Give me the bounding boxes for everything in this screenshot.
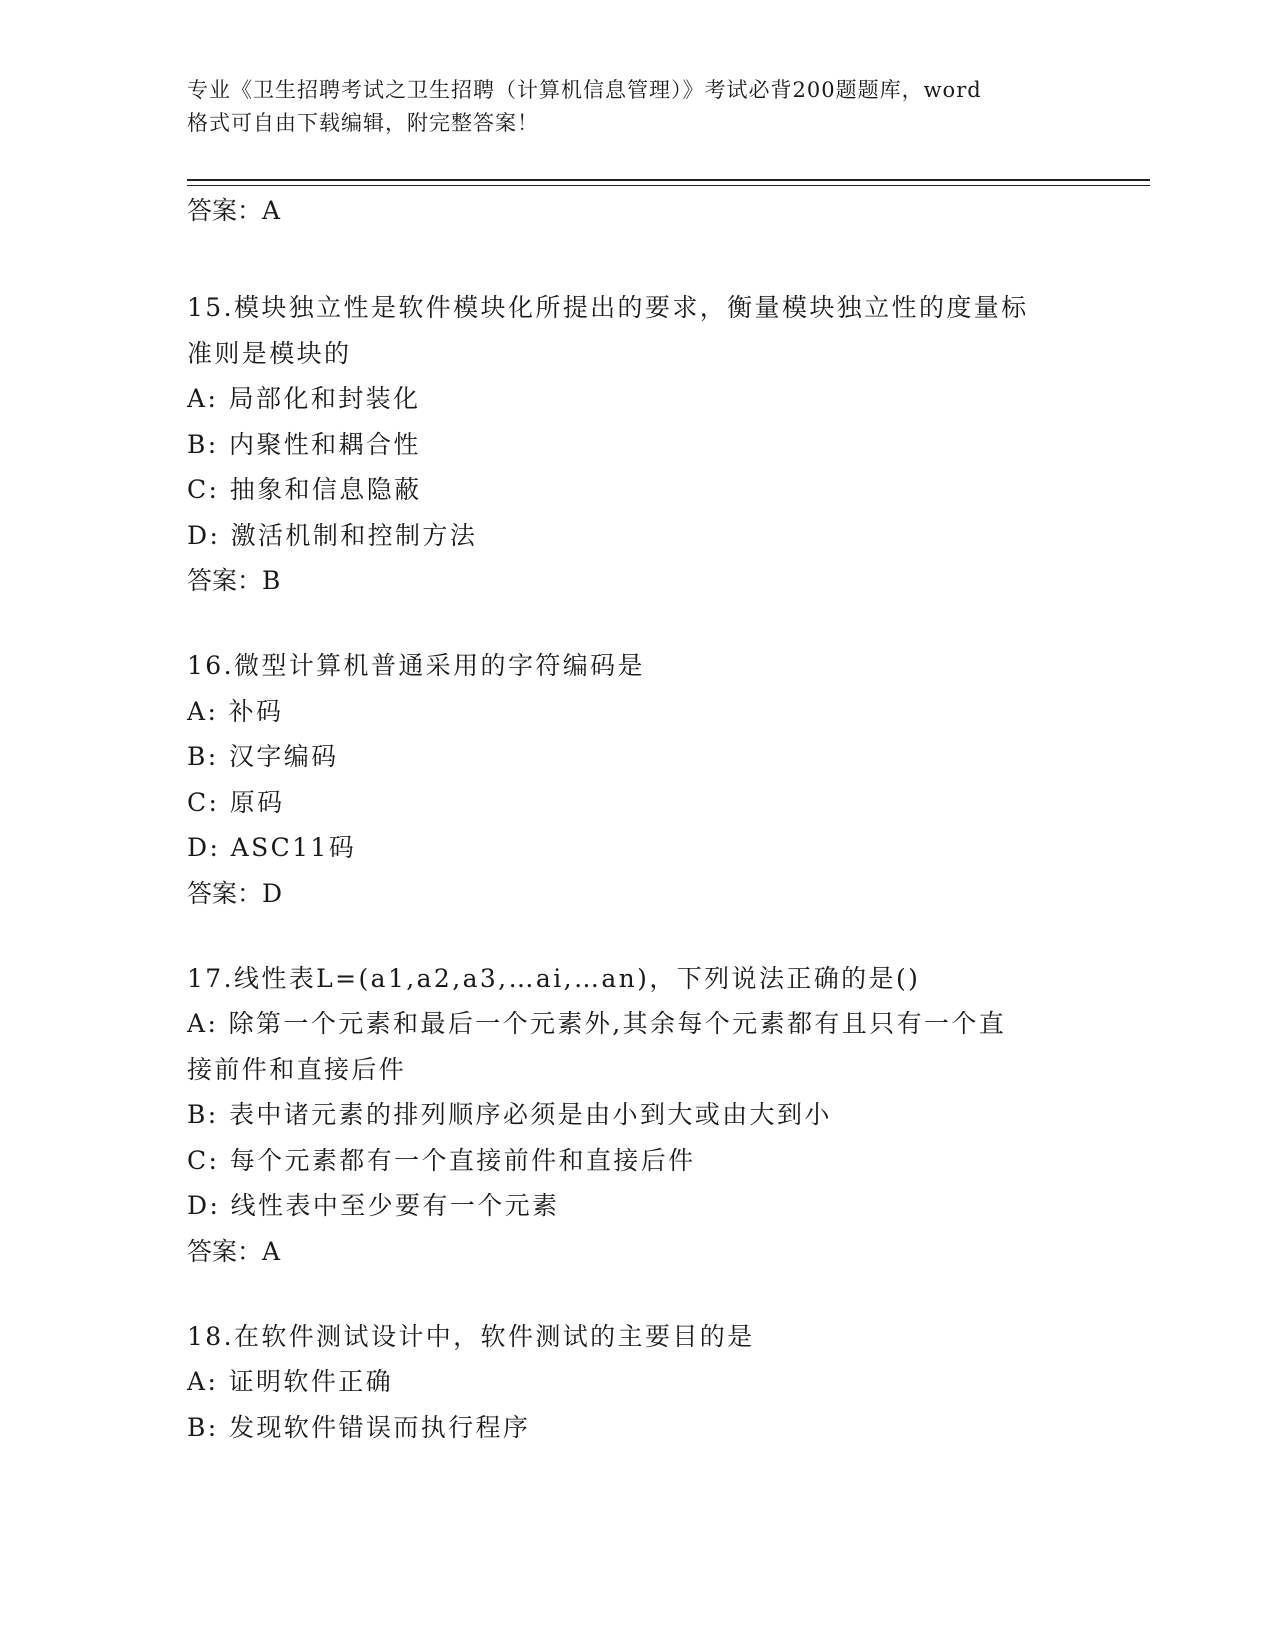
option-a: A: 证明软件正确 [187,1367,394,1396]
option-b: B: 发现软件错误而执行程序 [187,1412,531,1442]
option-b: B: 汉字编码 [187,742,339,771]
header-divider-thick [187,179,1150,181]
question-15 [187,285,1087,603]
option-c: C: 每个元素都有一个直接前件和直接后件 [187,1145,696,1175]
question-16 [187,643,1087,916]
document-header [187,74,1087,140]
option-c: C: 抽象和信息隐蔽 [187,475,422,504]
question-stem: 17.线性表L=(a1,a2,a3,…ai,…an)，下列说法正确的是() [187,963,921,993]
option-d: D: 激活机制和控制方法 [187,520,478,550]
option-d: D: ASC11码 [187,833,357,862]
option-b: B: 表中诸元素的排列顺序必须是由小到大或由大到小 [187,1100,832,1129]
question-stem: 15.模块独立性是软件模块化所提出的要求，衡量模块独立性的度量标 [187,293,1029,322]
option-a-continued: 接前件和直接后件 [187,1054,407,1084]
option-a: A: 补码 [187,696,284,726]
option-a: A: 局部化和封装化 [187,384,421,413]
question-17 [187,956,1087,1274]
option-a: A: 除第一个元素和最后一个元素外,其余每个元素都有且只有一个直 [187,1009,1007,1038]
header-line-2: 格式可自由下载编辑，附完整答案！ [187,111,539,135]
header-line-1: 专业《卫生招聘考试之卫生招聘（计算机信息管理）》考试必背200题题库，word [187,78,982,102]
option-d: D: 线性表中至少要有一个元素 [187,1191,560,1220]
header-divider-thin [187,185,1150,186]
question-stem-continued: 准则是模块的 [187,338,352,368]
answer-line: 答案：D [187,878,283,908]
answer-line: 答案：A [187,196,281,225]
question-18 [187,1314,1087,1451]
question-stem: 18.在软件测试设计中，软件测试的主要目的是 [187,1321,755,1351]
answer-line: 答案：B [187,566,281,595]
question-list [187,192,1087,1450]
option-c: C: 原码 [187,787,285,817]
answer-line: 答案：A [187,1236,281,1266]
option-b: B: 内聚性和耦合性 [187,429,421,459]
question-stem: 16.微型计算机普通采用的字符编码是 [187,651,645,680]
